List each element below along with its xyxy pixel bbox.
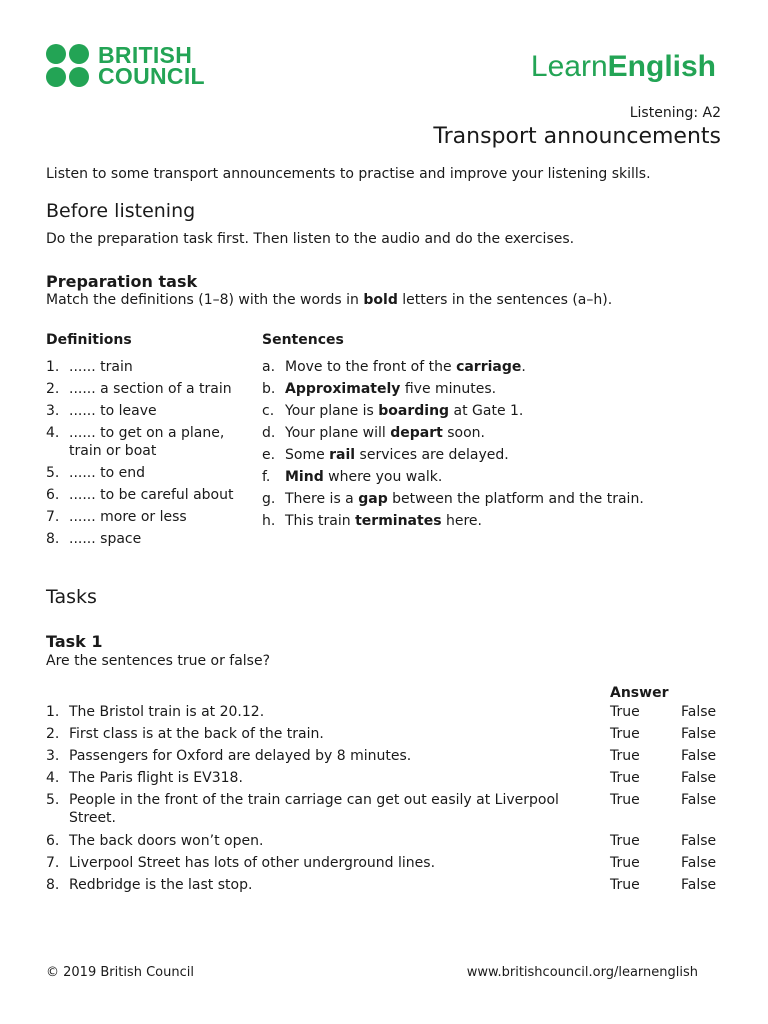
true-option[interactable]: True	[610, 833, 640, 849]
sentence-bold-word: gap	[358, 491, 388, 507]
level-label: Listening: A2	[629, 105, 721, 121]
true-option[interactable]: True	[610, 770, 640, 786]
task1-statement: Liverpool Street has lots of other underground lines.	[69, 855, 436, 871]
sentence-letter: c.	[262, 403, 275, 419]
false-option[interactable]: False	[681, 855, 717, 871]
preparation-task-instructions: Match the definitions (1–8) with the words in bold letters in the sentences (a–h).	[46, 292, 613, 308]
task1-statement: Passengers for Oxford are delayed by 8 minutes.	[69, 748, 412, 764]
task1-number: 3.	[46, 748, 60, 764]
sentence-item: e. Some rail services are delayed.	[262, 447, 509, 463]
definition-number: 2.	[46, 381, 60, 397]
answer-heading: Answer	[610, 685, 669, 701]
definition-text: ...... to leave	[69, 403, 157, 419]
sentence-item: f. Mind where you walk.	[262, 469, 443, 485]
definition-text: ...... space	[69, 531, 142, 547]
british-council-wordmark: BRITISH COUNCIL	[98, 41, 205, 89]
sentence-item: b. Approximately five minutes.	[262, 381, 497, 397]
true-option[interactable]: True	[610, 704, 640, 720]
true-option[interactable]: True	[610, 726, 640, 742]
definition-number: 8.	[46, 531, 60, 547]
intro-text: Listen to some transport announcements to practise and improve your listening skills.	[46, 166, 651, 182]
sentence-item: h. This train terminates here.	[262, 513, 482, 529]
definition-item	[46, 530, 241, 548]
task1-statement: The Paris flight is EV318.	[69, 770, 243, 786]
definition-text: ...... a section of a train	[69, 381, 232, 397]
definitions-list	[46, 358, 241, 552]
sentence-item: c. Your plane is boarding at Gate 1.	[262, 403, 524, 419]
definition-number: 1.	[46, 359, 60, 375]
sentence-letter: d.	[262, 425, 276, 441]
definition-item	[46, 380, 241, 398]
task1-statement: People in the front of the train carriage can get out easily at Liverpool Street.	[69, 792, 559, 826]
definition-item	[46, 508, 241, 526]
definitions-heading: Definitions	[46, 332, 132, 348]
definition-item	[46, 486, 241, 504]
task1-number: 4.	[46, 770, 60, 786]
sentences-heading: Sentences	[262, 332, 344, 348]
false-option[interactable]: False	[681, 792, 717, 808]
definition-text: ...... to get on a plane, train or boat	[69, 425, 225, 459]
task1-number: 6.	[46, 833, 60, 849]
task1-number: 7.	[46, 855, 60, 871]
false-option[interactable]: False	[681, 748, 717, 764]
definition-item	[46, 402, 241, 420]
sentence-item: a. Move to the front of the carriage.	[262, 359, 526, 375]
true-option[interactable]: True	[610, 877, 640, 893]
sentence-item: d. Your plane will depart soon.	[262, 425, 485, 441]
learnenglish-logo: LearnEnglish	[530, 50, 716, 83]
sentence-letter: a.	[262, 359, 276, 375]
task1-number: 5.	[46, 792, 60, 808]
true-option[interactable]: True	[610, 748, 640, 764]
false-option[interactable]: False	[681, 726, 717, 742]
definition-item	[46, 424, 241, 460]
definition-number: 6.	[46, 487, 60, 503]
british-council-logo	[46, 41, 205, 89]
task1-statement: Redbridge is the last stop.	[69, 877, 253, 893]
sentence-bold-word: rail	[329, 447, 356, 463]
sentence-letter: h.	[262, 513, 276, 529]
page-title: Transport announcements	[433, 124, 721, 149]
definition-text: ...... to be careful about	[69, 487, 234, 503]
definition-text: ...... more or less	[69, 509, 187, 525]
sentence-item: g. There is a gap between the platform and the train.	[262, 491, 644, 507]
task1-statement: The back doors won’t open.	[69, 833, 264, 849]
false-option[interactable]: False	[681, 704, 717, 720]
task1-number: 2.	[46, 726, 60, 742]
definition-number: 3.	[46, 403, 60, 419]
definition-text: ...... to end	[69, 465, 146, 481]
sentence-letter: g.	[262, 491, 276, 507]
before-listening-heading: Before listening	[46, 200, 196, 222]
preparation-task-heading: Preparation task	[46, 272, 198, 291]
sentence-bold-word: boarding	[378, 403, 450, 419]
task1-heading: Task 1	[46, 632, 103, 651]
before-listening-text: Do the preparation task first. Then listen to the audio and do the exercises.	[46, 231, 575, 247]
true-option[interactable]: True	[610, 855, 640, 871]
false-option[interactable]: False	[681, 770, 717, 786]
sentence-bold-word: depart	[390, 425, 443, 441]
british-council-dots-icon	[46, 44, 89, 87]
false-option[interactable]: False	[681, 833, 717, 849]
definition-number: 7.	[46, 509, 60, 525]
task1-statement: The Bristol train is at 20.12.	[69, 704, 265, 720]
true-option[interactable]: True	[610, 792, 640, 808]
definition-number: 5.	[46, 465, 60, 481]
sentence-letter: b.	[262, 381, 276, 397]
definition-text: ...... train	[69, 359, 133, 375]
sentence-bold-word: Mind	[285, 469, 324, 485]
sentence-bold-word: terminates	[355, 513, 442, 529]
footer-url[interactable]: www.britishcouncil.org/learnenglish	[466, 965, 698, 980]
tasks-heading: Tasks	[46, 586, 97, 608]
task1-instructions: Are the sentences true or false?	[46, 653, 271, 669]
footer-copyright: © 2019 British Council	[46, 965, 194, 980]
sentences-list	[262, 358, 682, 534]
task1-statement: First class is at the back of the train.	[69, 726, 324, 742]
sentence-letter: e.	[262, 447, 276, 463]
task1-number: 8.	[46, 877, 60, 893]
definition-item	[46, 464, 241, 482]
definition-number: 4.	[46, 425, 60, 441]
task1-number: 1.	[46, 704, 60, 720]
sentence-bold-word: Approximately	[285, 381, 401, 397]
definition-item	[46, 358, 241, 376]
false-option[interactable]: False	[681, 877, 717, 893]
sentence-bold-word: carriage	[456, 359, 522, 375]
sentence-letter: f.	[262, 469, 271, 485]
